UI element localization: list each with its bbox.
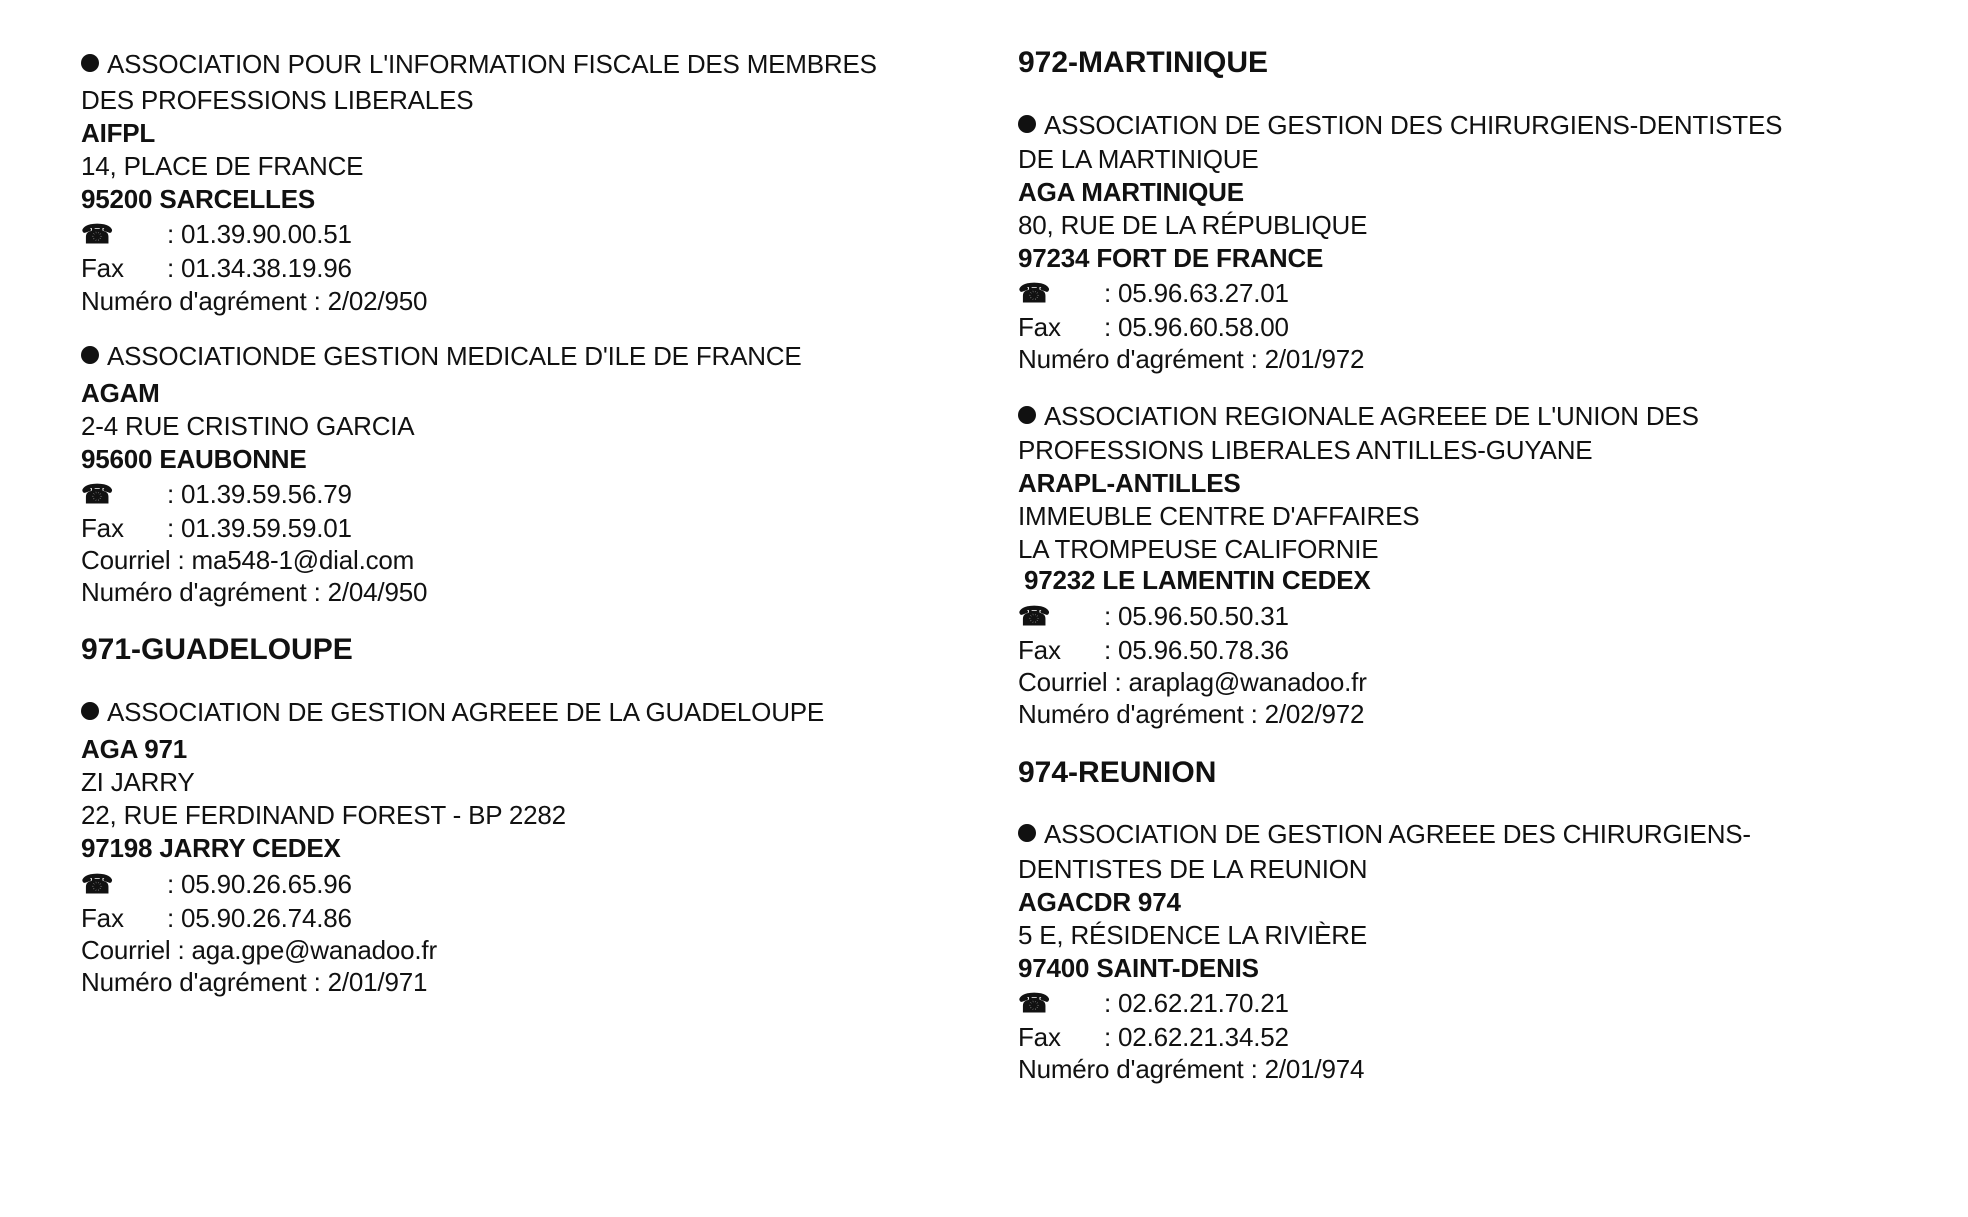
entry-phone: ☎ : 05.96.63.27.01 bbox=[1018, 278, 1289, 308]
entry-name-line: ASSOCIATION DE GESTION AGREEE DE LA GUADELOUPE bbox=[81, 696, 824, 728]
bullet-icon bbox=[81, 346, 99, 364]
entry-email: Courriel : ma548-1@dial.com bbox=[81, 545, 415, 575]
entry-city: 97234 FORT DE FRANCE bbox=[1018, 243, 1324, 273]
entry-agrement: Numéro d'agrément : 2/02/972 bbox=[1018, 699, 1365, 729]
entry-agrement: Numéro d'agrément : 2/04/950 bbox=[81, 577, 428, 607]
entry-fax: Fax : 05.96.50.78.36 bbox=[1018, 635, 1289, 665]
entry-city: 97198 JARRY CEDEX bbox=[81, 833, 341, 863]
entry-acronym: AGA MARTINIQUE bbox=[1018, 177, 1244, 207]
entry-fax: Fax : 05.90.26.74.86 bbox=[81, 903, 352, 933]
entry-name-line: ASSOCIATION POUR L'INFORMATION FISCALE DES MEMBRES bbox=[81, 48, 877, 80]
entry-address: LA TROMPEUSE CALIFORNIE bbox=[1018, 534, 1379, 564]
entry-agrement: Numéro d'agrément : 2/02/950 bbox=[81, 286, 428, 316]
entry-acronym: AGA 971 bbox=[81, 734, 188, 764]
entry-acronym: ARAPL-ANTILLES bbox=[1018, 468, 1241, 498]
entry-email: Courriel : aga.gpe@wanadoo.fr bbox=[81, 935, 437, 965]
entry-address: 22, RUE FERDINAND FOREST - BP 2282 bbox=[81, 800, 566, 830]
entry-name-line: DES PROFESSIONS LIBERALES bbox=[81, 85, 474, 115]
entry-agrement: Numéro d'agrément : 2/01/971 bbox=[81, 967, 428, 997]
entry-agrement: Numéro d'agrément : 2/01/974 bbox=[1018, 1054, 1365, 1084]
phone-icon: ☎ bbox=[1018, 601, 1051, 631]
entry-phone: ☎ : 01.39.90.00.51 bbox=[81, 219, 352, 249]
section-heading: 972-MARTINIQUE bbox=[1018, 46, 1269, 79]
entry-city: 95200 SARCELLES bbox=[81, 184, 315, 214]
entry-fax: Fax : 01.34.38.19.96 bbox=[81, 253, 352, 283]
bullet-icon bbox=[1018, 406, 1036, 424]
bullet-icon bbox=[81, 702, 99, 720]
phone-icon: ☎ bbox=[1018, 278, 1051, 308]
entry-acronym: AGACDR 974 bbox=[1018, 887, 1181, 917]
entry-fax: Fax : 05.96.60.58.00 bbox=[1018, 312, 1289, 342]
entry-fax: Fax : 02.62.21.34.52 bbox=[1018, 1022, 1289, 1052]
entry-acronym: AIFPL bbox=[81, 118, 156, 148]
entry-name-line: ASSOCIATION DE GESTION DES CHIRURGIENS-DENTISTES bbox=[1018, 109, 1782, 141]
entry-address: 2-4 RUE CRISTINO GARCIA bbox=[81, 411, 415, 441]
phone-icon: ☎ bbox=[1018, 988, 1051, 1018]
entry-address: IMMEUBLE CENTRE D'AFFAIRES bbox=[1018, 501, 1420, 531]
entry-acronym: AGAM bbox=[81, 378, 160, 408]
entry-phone: ☎ : 01.39.59.56.79 bbox=[81, 479, 352, 509]
entry-phone: ☎ : 05.90.26.65.96 bbox=[81, 869, 352, 899]
section-heading: 971-GUADELOUPE bbox=[81, 633, 353, 666]
entry-fax: Fax : 01.39.59.59.01 bbox=[81, 513, 352, 543]
phone-icon: ☎ bbox=[81, 479, 114, 509]
entry-name-line: ASSOCIATION REGIONALE AGREEE DE L'UNION DES bbox=[1018, 400, 1699, 432]
entry-address: 5 E, RÉSIDENCE LA RIVIÈRE bbox=[1018, 920, 1368, 950]
entry-address: 14, PLACE DE FRANCE bbox=[81, 151, 364, 181]
entry-name-line: DENTISTES DE LA REUNION bbox=[1018, 854, 1368, 884]
section-heading: 974-REUNION bbox=[1018, 756, 1217, 789]
entry-city: 97232 LE LAMENTIN CEDEX bbox=[1024, 565, 1371, 595]
entry-name-line: PROFESSIONS LIBERALES ANTILLES-GUYANE bbox=[1018, 435, 1593, 465]
entry-name-line: ASSOCIATIONDE GESTION MEDICALE D'ILE DE FRANCE bbox=[81, 340, 802, 372]
entry-address: ZI JARRY bbox=[81, 767, 195, 797]
phone-icon: ☎ bbox=[81, 219, 114, 249]
bullet-icon bbox=[1018, 824, 1036, 842]
bullet-icon bbox=[81, 54, 99, 72]
entry-phone: ☎ : 05.96.50.50.31 bbox=[1018, 601, 1289, 631]
entry-city: 97400 SAINT-DENIS bbox=[1018, 953, 1259, 983]
entry-email: Courriel : araplag@wanadoo.fr bbox=[1018, 667, 1367, 697]
entry-name-line: ASSOCIATION DE GESTION AGREEE DES CHIRURGIENS- bbox=[1018, 818, 1751, 850]
entry-city: 95600 EAUBONNE bbox=[81, 444, 307, 474]
entry-name-line: DE LA MARTINIQUE bbox=[1018, 144, 1259, 174]
bullet-icon bbox=[1018, 115, 1036, 133]
entry-agrement: Numéro d'agrément : 2/01/972 bbox=[1018, 344, 1365, 374]
entry-address: 80, RUE DE LA RÉPUBLIQUE bbox=[1018, 210, 1368, 240]
entry-phone: ☎ : 02.62.21.70.21 bbox=[1018, 988, 1289, 1018]
phone-icon: ☎ bbox=[81, 869, 114, 899]
